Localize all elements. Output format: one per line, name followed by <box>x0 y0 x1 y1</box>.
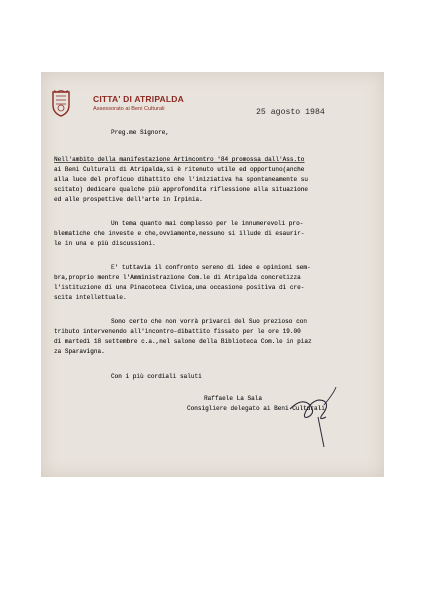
closing: Con i più cordiali saluti <box>111 373 202 380</box>
body-line: scitato) dedicare qualche più approfondita riflessione alla situazione <box>54 186 309 193</box>
signatory-name: Raffaele La Sala <box>204 395 263 402</box>
body-line: Un tema quanto mai complesso per le innumerevoli pro- <box>111 220 304 227</box>
body-line: bra,proprio mentre l'Amministrazione Com.le di Atripalda concretizza <box>54 274 301 281</box>
body-line: alla luce del proficuo dibattito che l'iniziativa ha spontaneamente su <box>54 176 309 183</box>
body-line: le in una e più discussioni. <box>54 240 156 247</box>
body-line: ed alle prospettive dell'arte in Irpinia. <box>54 196 203 203</box>
body-line: Nell'ambito della manifestazione Artincontro '84 promossa dall'Ass.to <box>54 156 305 163</box>
letter-date: 25 agosto 1984 <box>256 108 325 117</box>
salutation: Preg.me Signore, <box>111 129 170 136</box>
body-line: scita intellettuale. <box>54 294 127 301</box>
body-line: di martedì 18 settembre c.a.,nel salone della Biblioteca Com.le in piaz <box>54 338 312 345</box>
signatory-title: Consigliere delegato ai Beni Culturali <box>187 405 325 412</box>
letterhead-department: Assessorato ai Beni Culturali <box>93 106 165 112</box>
body-line: blematiche che investe e che,ovviamente,nessuno si illude di esaurir- <box>54 230 305 237</box>
body-line: l'istituzione di una Pinacoteca Civica,una occasione positiva di cre- <box>54 284 305 291</box>
body-line: ai Beni Culturali di Atripalda,si è ritenuto utile ed opportuno(anche <box>54 166 305 173</box>
body-line: za Sparavigna. <box>54 348 105 355</box>
body-line: E' tuttavia il confronto sereno di idee e opinioni sem- <box>111 264 311 271</box>
letterhead-city: CITTA' DI ATRIPALDA <box>93 94 184 104</box>
handwritten-signature <box>288 387 338 449</box>
body-line: Sono certo che non vorrà privarci del Suo prezioso con <box>111 318 307 325</box>
letter-sheet <box>41 72 384 477</box>
body-line: tributo intervenendo all'incontro-dibattito fissato per le ore 19.00 <box>54 328 301 335</box>
town-crest-icon <box>50 90 72 117</box>
